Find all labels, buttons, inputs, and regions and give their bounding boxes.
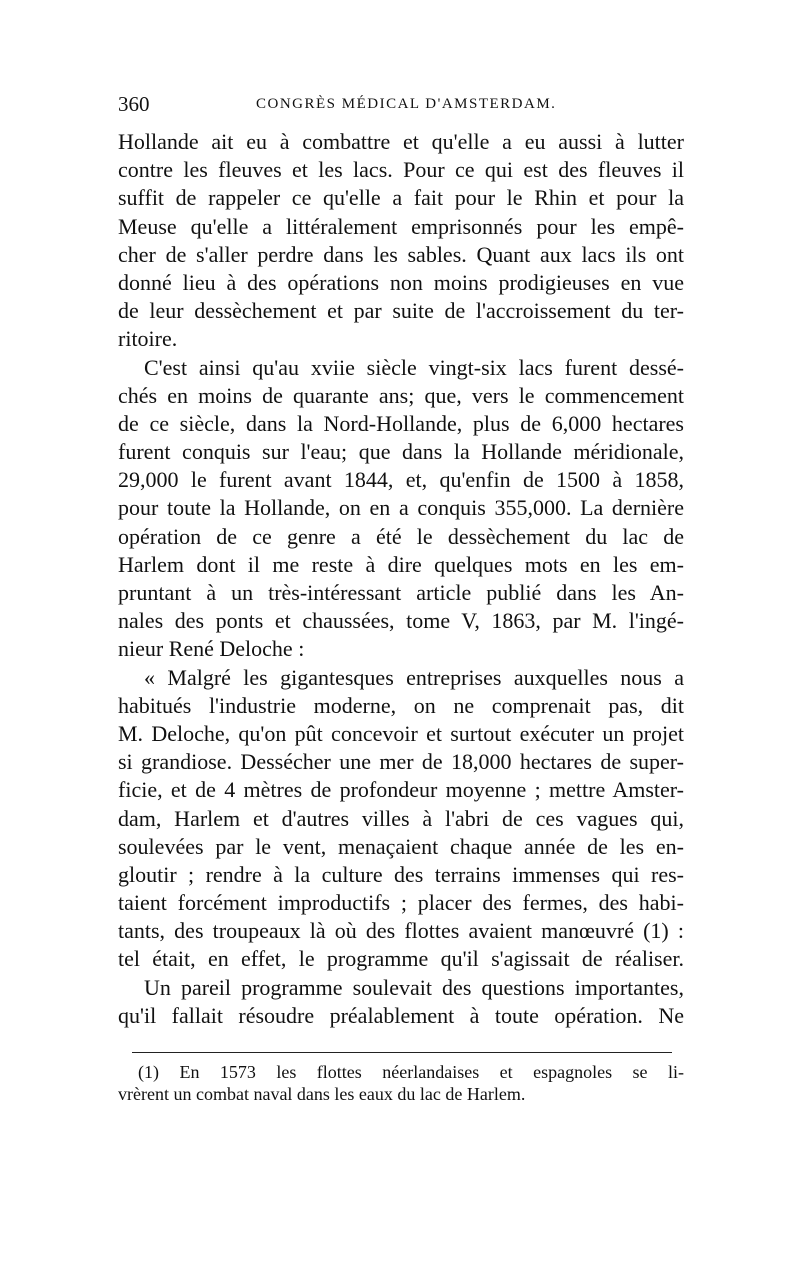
text-line: C'est ainsi qu'au xviie siècle vingt-six lacs furent dessé- — [144, 354, 684, 380]
text-line: ritoire. — [118, 326, 178, 352]
text-line: contre les fleuves et les lacs. Pour ce qui est des fleuves il — [118, 157, 684, 183]
text-line: dam, Harlem et d'autres villes à l'abri de ces vagues qui, — [118, 805, 684, 831]
text-line: M. Deloche, qu'on pût concevoir et surtout exécuter un projet — [118, 720, 684, 746]
text-line: tants, des troupeaux là où des flottes avaient manœuvré (1) : — [118, 918, 684, 944]
text-line: Un pareil programme soulevait des questions importantes, — [144, 974, 684, 1000]
running-title: CONGRÈS MÉDICAL D'AMSTERDAM. — [256, 96, 557, 112]
body-text — [118, 128, 684, 1030]
paragraph — [118, 354, 684, 664]
text-line: nales des ponts et chaussées, tome V, 1863, par M. l'ingé- — [118, 608, 684, 634]
text-line: furent conquis sur l'eau; que dans la Hollande méridionale, — [118, 439, 684, 465]
text-line: « Malgré les gigantesques entreprises auxquelles nous a — [144, 664, 684, 690]
text-line: habitués l'industrie moderne, on ne comprenait pas, dit — [118, 692, 684, 718]
text-line: opération de ce genre a été le dessèchement du lac de — [118, 523, 684, 549]
paragraph — [118, 128, 684, 354]
text-line: pour toute la Hollande, on en a conquis 355,000. La dernière — [118, 495, 684, 521]
text-line: soulevées par le vent, menaçaient chaque année de les en- — [118, 833, 684, 859]
text-line: gloutir ; rendre à la culture des terrains immenses qui res- — [118, 861, 684, 887]
text-line: suffit de rappeler ce qu'elle a fait pour le Rhin et pour la — [118, 185, 684, 211]
text-line: Harlem dont il me reste à dire quelques mots en les em- — [118, 551, 684, 577]
footnote-line: (1) En 1573 les flottes néerlandaises et espagnoles se li- — [138, 1062, 684, 1082]
paragraph — [118, 974, 684, 1030]
text-line: nieur René Deloche : — [118, 636, 305, 662]
text-line: Hollande ait eu à combattre et qu'elle a eu aussi à lutter — [118, 129, 684, 154]
text-line: qu'il fallait résoudre préalablement à toute opération. Ne — [118, 1002, 684, 1028]
text-line: de ce siècle, dans la Nord-Hollande, plus de 6,000 hectares — [118, 410, 684, 436]
text-line: taient forcément improductifs ; placer des fermes, des habi- — [118, 890, 684, 916]
text-line: ficie, et de 4 mètres de profondeur moyenne ; mettre Amster- — [118, 777, 684, 803]
text-line: cher de s'aller perdre dans les sables. Quant aux lacs ils ont — [118, 241, 684, 267]
paragraph — [118, 664, 684, 974]
book-page — [118, 92, 684, 1105]
footnote-rule — [132, 1052, 672, 1053]
text-line: donné lieu à des opérations non moins prodigieuses en vue — [118, 269, 684, 295]
text-line: 29,000 le furent avant 1844, et, qu'enfin de 1500 à 1858, — [118, 467, 684, 493]
text-line: pruntant à un très-intéressant article publié dans les An- — [118, 580, 684, 605]
text-line: chés en moins de quarante ans; que, vers le commencement — [118, 382, 684, 408]
text-line: tel était, en effet, le programme qu'il s'agissait de réaliser. — [118, 946, 684, 972]
text-line: Meuse qu'elle a littéralement emprisonnés pour les empê- — [118, 213, 684, 239]
page-number: 360 — [118, 92, 150, 116]
text-line: de leur dessèchement et par suite de l'accroissement du ter- — [118, 298, 684, 324]
text-line: si grandiose. Dessécher une mer de 18,000 hectares de super- — [118, 749, 684, 775]
footnote — [118, 1061, 684, 1105]
footnote-line: vrèrent un combat naval dans les eaux du lac de Harlem. — [118, 1084, 526, 1104]
running-head — [118, 92, 684, 124]
